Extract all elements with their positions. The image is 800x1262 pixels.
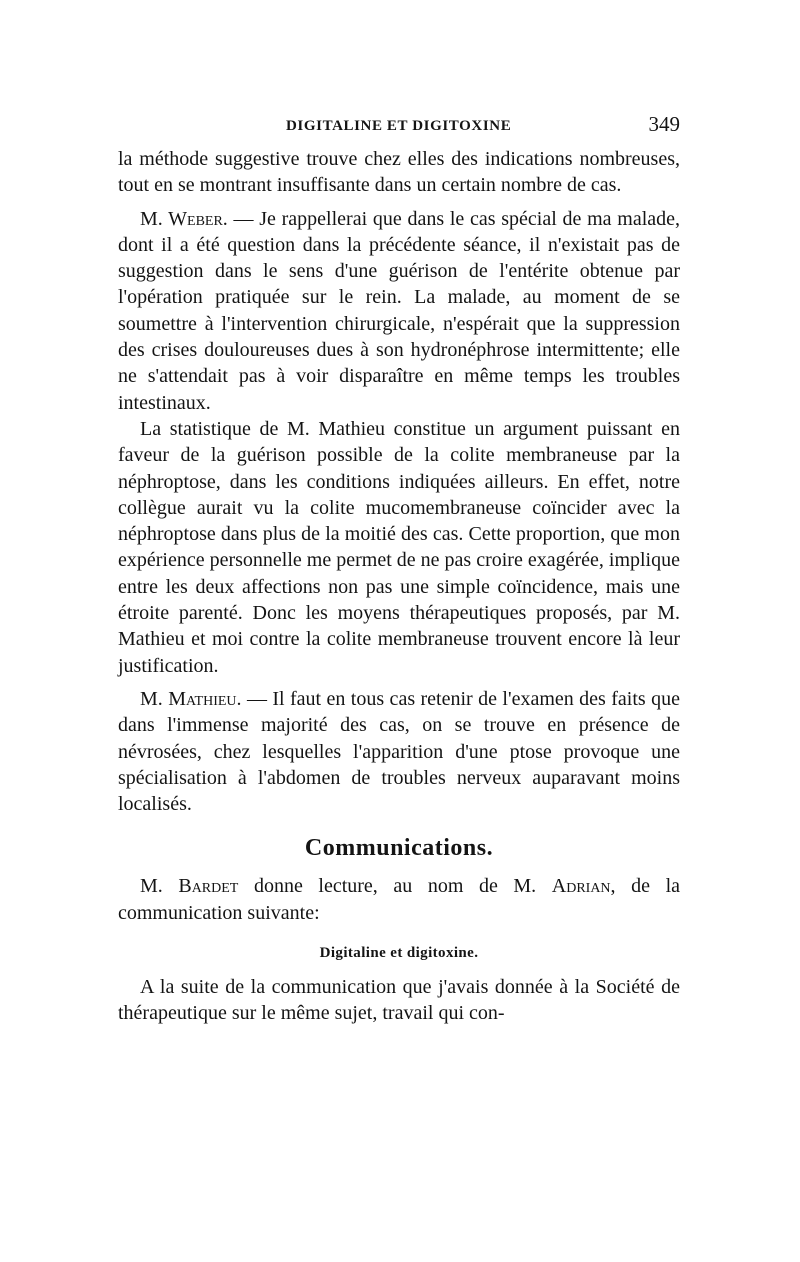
book-page [118,112,680,1027]
section-heading: Communications. [304,835,494,862]
speaker-name-adrian: Adrian [551,875,611,898]
paragraph-continuation: la méthode suggestive trouve chez elles des indications nombreuses, tout en se montrant insuffisante dans un certain nombre de cas. [118,148,680,197]
speaker-name: M. Mathieu. [140,687,242,710]
running-title: DIGITALINE ET DIGITOXINE [286,118,512,134]
speaker-name: M. Weber. [140,207,228,230]
paragraph-text: — Il faut en tous cas retenir de l'examen des faits que dans l'immense majorité des cas, on se trouve en présence de névrosées, chez lesquelles l'apparition d'une ptose provoque une spécialisation à l'abdomen de troubles nerveux auparavant moins localisés. [118,687,680,816]
paragraph-article-start: A la suite de la communication que j'avais donnée à la Société de thérapeutique sur le même sujet, travail qui con- [118,976,680,1025]
paragraph-statistics: La statistique de M. Mathieu constitue un argument puissant en faveur de la guérison possible de la colite membraneuse par la néphroptose, dans les conditions indiquées ailleurs. En effet, notre collègue aurait vu la colite mucomembraneuse coïncider avec la néphroptose dans plus de la moitié des cas. Cette proportion, que mon expérience personnelle me permet de ne pas croire exagérée, implique entre les deux affections non pas une simple coïncidence, mais une étroite parenté. Donc les moyens thérapeutiques proposés, par M. Mathieu et moi contre la colite membraneuse trouvent encore là leur justification. [118,417,680,677]
paragraph-intro [118,873,680,926]
running-header [118,112,680,146]
intro-prefix: M. [140,875,179,898]
page-number: 349 [648,112,680,136]
article-title: Digitaline et digitoxine. [319,945,479,962]
paragraph-weber [118,206,680,416]
paragraph-text: — Je rappellerai que dans le cas spécial de ma malade, dont il a été question dans la précédente séance, il n'existait pas de suggestion dans le sens d'une guérison de l'entérite obtenue par l'opération pratiquée sur le rein. La malade, au moment de se soumettre à l'intervention chirurgicale, n'espérait que la suppression des crises douloureuses dues à son hydronéphrose intermittente; elle ne s'attendait pas à voir disparaître en même temps les troubles intestinaux. [118,207,681,414]
speaker-name-bardet: Bardet [178,875,239,898]
paragraph-mathieu [118,686,680,817]
intro-middle: donne lecture, au nom de M. [238,875,552,898]
intro-suffix: , de la communication suivante: [118,875,681,924]
